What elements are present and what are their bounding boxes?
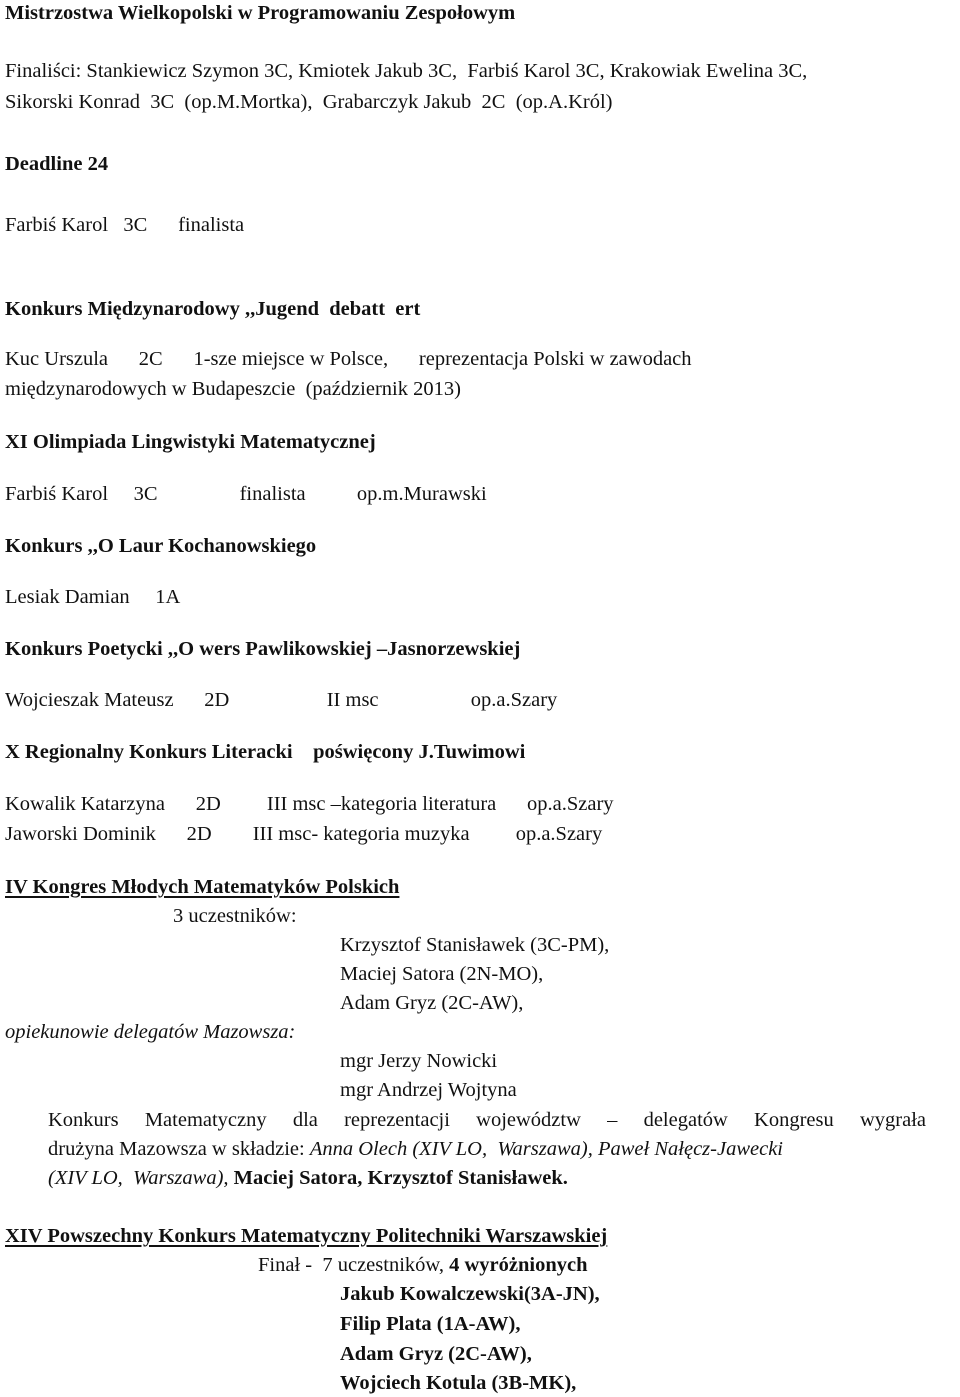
section-title-olimpiada: XI Olimpiada Lingwistyki Matematycznej [5,431,376,453]
section-title-tuwim: X Regionalny Konkurs Literacki poświęcony J.Tuwimowi [5,741,526,763]
kongres-paragraph-line-2 [48,1136,783,1162]
section-title-pw: XIV Powszechny Konkurs Matematyczny Politechniki Warszawskiej [5,1225,608,1247]
pw-winner: Wojciech Kotula (3B-MK), [340,1372,577,1394]
section-title-kongres: IV Kongres Młodych Matematyków Polskich [5,876,400,898]
finalists-line-1: Finaliści: Stankiewicz Szymon 3C, Kmiotek Jakub 3C, Farbiś Karol 3C, Krakowiak Ewelina 3C, [5,60,808,82]
pw-winner: Filip Plata (1A-AW), [340,1313,521,1335]
poetycki-entry: Wojcieszak Mateusz 2D II msc op.a.Szary [5,689,558,711]
kongres-team-members-italic: Anna Olech (XIV LO, Warszawa), Paweł Nałęcz-Jawecki [309,1138,783,1160]
deadline-entry: Farbiś Karol 3C finalista [5,214,245,236]
kongres-team-intro: drużyna Mazowsza w składzie: [48,1138,310,1160]
kongres-participant: Adam Gryz (2C-AW), [340,992,524,1014]
jugend-line-2: międzynarodowych w Budapeszcie (październik 2013) [5,378,461,400]
pw-final-label: Finał - 7 uczestników, [258,1254,450,1276]
section-title-jugend: Konkurs Międzynarodowy ,,Jugend debatt ert [5,298,421,320]
olimpiada-entry: Farbiś Karol 3C finalista op.m.Murawski [5,483,487,505]
pw-winner: Jakub Kowalczewski(3A-JN), [340,1283,600,1305]
kongres-paragraph-line-3 [48,1165,568,1191]
kongres-guardians-label: opiekunowie delegatów Mazowsza: [5,1021,296,1043]
kongres-team-members-bold: Maciej Satora, Krzysztof Stanisławek. [228,1167,568,1189]
section-title-poetycki: Konkurs Poetycki ,,O wers Pawlikowskiej –Jasnorzewskiej [5,638,521,660]
section-title-deadline: Deadline 24 [5,153,109,175]
pw-final-line [258,1252,587,1278]
tuwim-entry-2: Jaworski Dominik 2D III msc- kategoria muzyka op.a.Szary [5,823,603,845]
tuwim-entry-1: Kowalik Katarzyna 2D III msc –kategoria literatura op.a.Szary [5,793,614,815]
kongres-guardian: mgr Jerzy Nowicki [340,1050,498,1072]
finalists-line-2: Sikorski Konrad 3C (op.M.Mortka), Grabarczyk Jakub 2C (op.A.Król) [5,91,613,113]
pw-winner: Adam Gryz (2C-AW), [340,1343,532,1365]
jugend-line-1: Kuc Urszula 2C 1-sze miejsce w Polsce, reprezentacja Polski w zawodach [5,348,692,370]
kongres-count: 3 uczestników: [173,905,297,927]
laur-entry: Lesiak Damian 1A [5,586,181,608]
kongres-team-members-italic-cont: (XIV LO, Warszawa), [48,1167,229,1189]
document-title: Mistrzostwa Wielkopolski w Programowaniu Zespołowym [5,2,516,24]
section-title-laur: Konkurs ,,O Laur Kochanowskiego [5,535,317,557]
kongres-paragraph-line-1: Konkurs Matematyczny dla reprezentacji województw – delegatów Kongresu wygrała [48,1109,926,1131]
kongres-participant: Krzysztof Stanisławek (3C-PM), [340,934,610,956]
pw-final-distinguished: 4 wyróżnionych [449,1254,588,1276]
kongres-participant: Maciej Satora (2N-MO), [340,963,544,985]
kongres-guardian: mgr Andrzej Wojtyna [340,1079,517,1101]
